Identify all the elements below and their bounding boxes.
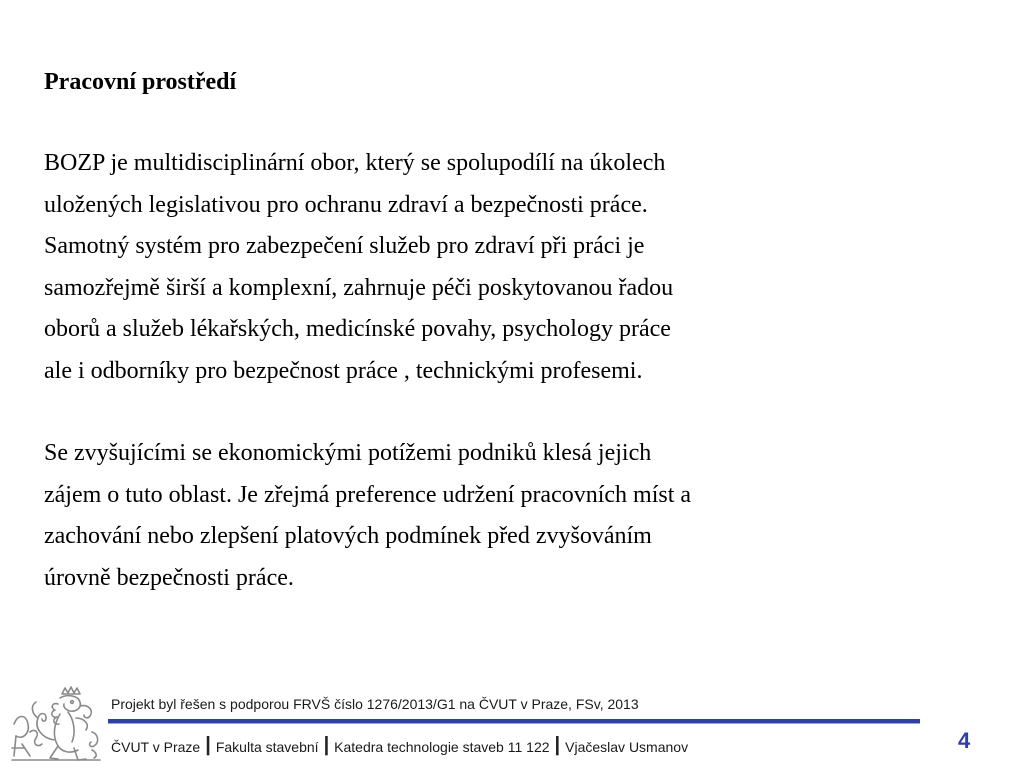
cvut-lion-logo-icon bbox=[8, 684, 104, 764]
slide-footer bbox=[0, 680, 1024, 768]
paragraph-line: zájem o tuto oblast. Je zřejmá preference udržení pracovních míst a bbox=[44, 481, 692, 508]
faculty-name: Fakulta stavební bbox=[215, 738, 319, 755]
project-funding-note: Projekt byl řešen s podporou FRVŠ číslo 1276/2013/G1 na ČVUT v Praze, FSv, 2013 bbox=[111, 696, 639, 712]
paragraph-line: Samotný systém pro zabezpečení služeb pro zdraví při práci je bbox=[44, 233, 645, 259]
page-number: 4 bbox=[958, 728, 971, 753]
paragraph-line: úrovně bezpečnosti práce. bbox=[44, 564, 294, 591]
paragraph-economics bbox=[44, 433, 994, 599]
department-name: Katedra technologie staveb 11 122 bbox=[334, 738, 550, 755]
footer-separator: | bbox=[205, 734, 211, 756]
slide-title: Pracovní prostředí bbox=[44, 69, 237, 95]
paragraph-line: ale i odborníky pro bezpečnost práce , technickými profesemi. bbox=[44, 357, 643, 384]
university-name: ČVUT v Praze bbox=[111, 738, 201, 755]
paragraph-line: zachování nebo zlepšení platových podmínek před zvyšováním bbox=[44, 523, 652, 549]
paragraph-line: BOZP je multidisciplinární obor, který se spolupodílí na úkolech bbox=[44, 150, 666, 176]
paragraph-line: uložených legislativou pro ochranu zdraví a bezpečnosti práce. bbox=[44, 191, 648, 218]
paragraph-line: oborů a služeb lékařských, medicínské povahy, psychology práce bbox=[44, 316, 671, 342]
slide-content bbox=[44, 62, 994, 599]
paragraph-bozp bbox=[44, 143, 994, 392]
footer-separator: | bbox=[554, 734, 561, 756]
author-name: Vjačeslav Usmanov bbox=[565, 738, 689, 755]
footer-info bbox=[111, 735, 688, 758]
footer-divider bbox=[108, 719, 920, 724]
paragraph-line: Se zvyšujícími se ekonomickými potížemi podniků klesá jejich bbox=[44, 440, 652, 466]
paragraph-line: samozřejmě širší a komplexní, zahrnuje péči poskytovanou řadou bbox=[44, 274, 674, 301]
footer-separator: | bbox=[323, 734, 330, 756]
